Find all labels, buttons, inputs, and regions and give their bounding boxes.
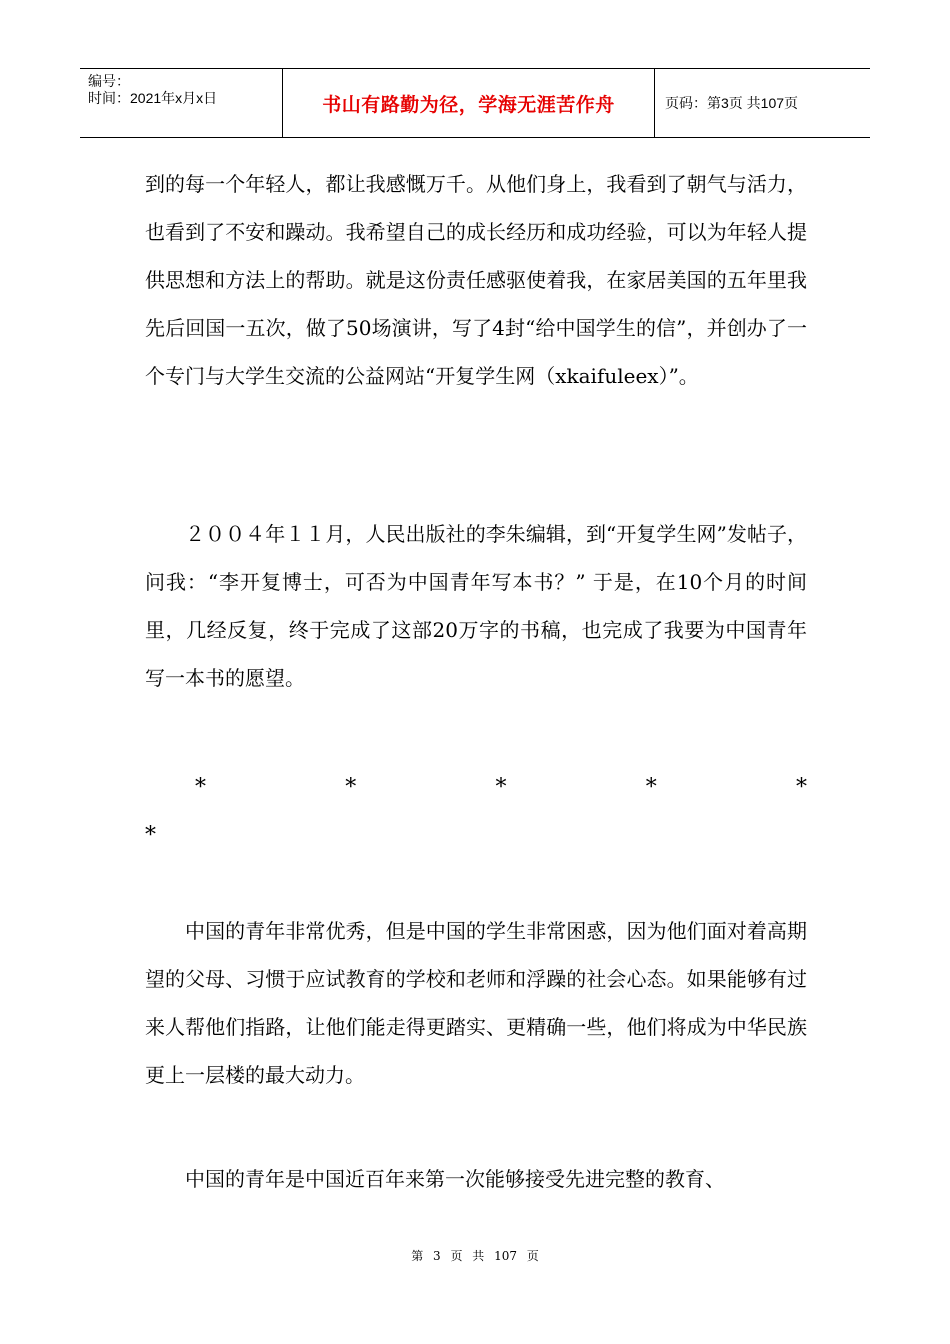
star-mark: * <box>796 775 807 800</box>
header-page-cell <box>655 69 870 137</box>
paragraph-1 <box>145 160 807 400</box>
header-meta <box>80 69 283 137</box>
time-label: 时间：2021年x月x日 <box>88 90 218 106</box>
paragraph-text: 中国的青年是中国近百年来第一次能够接受先进完整的教育、 <box>185 1167 725 1191</box>
star-row <box>145 764 807 812</box>
star-mark: * <box>145 823 156 848</box>
star-mark: * <box>195 775 206 800</box>
paragraph-text: 到的每一个年轻人，都让我感慨万千。从他们身上，我看到了朝气与活力，也看到了不安和躁动。我希望自己的成长经历和成功经验，可以为年轻人提供思想和方法上的帮助。就是这份责任感驱使着我，在家居美国的五年里我先后回国一五次，做了50场演讲，写了4封“给中国学生的信”，并创办了一个专门与大学生交流的公益网站“开复学生网（xkaifuleex）”。 <box>145 172 807 388</box>
footer-page-number: 第 3 页 共 107 页 <box>411 1249 539 1263</box>
section-separator <box>145 764 807 860</box>
paragraph-text: 中国的青年非常优秀，但是中国的学生非常困惑，因为他们面对着高期望的父母、习惯于应试教育的学校和老师和浮躁的社会心态。如果能够有过来人帮他们指路，让他们能走得更踏实、更精确一些，他们将成为中华民族更上一层楼的最大动力。 <box>145 919 807 1087</box>
page-header <box>80 68 870 138</box>
star-row-wrap <box>145 812 807 860</box>
paragraph-3 <box>145 907 807 1099</box>
page-footer <box>0 1247 950 1264</box>
motto-text: 书山有路勤为径，学海无涯苦作舟 <box>322 93 615 116</box>
star-mark: * <box>495 775 507 800</box>
paragraph-text: ２００４年１１月，人民出版社的李朱编辑，到“开复学生网”发帖子，问我：“李开复博士，可否为中国青年写本书？” 于是，在10个月的时间里，几经反复，终于完成了这部20万字的书稿，也完成了我要为中国青年写一本书的愿望。 <box>145 522 807 690</box>
page-info: 页码：第3页 共107页 <box>665 95 799 111</box>
star-mark: * <box>645 775 657 800</box>
paragraph-2 <box>145 510 807 702</box>
star-mark: * <box>345 775 357 800</box>
paragraph-4 <box>145 1155 807 1203</box>
header-motto-cell <box>283 69 655 137</box>
serial-label: 编号： <box>88 73 130 89</box>
